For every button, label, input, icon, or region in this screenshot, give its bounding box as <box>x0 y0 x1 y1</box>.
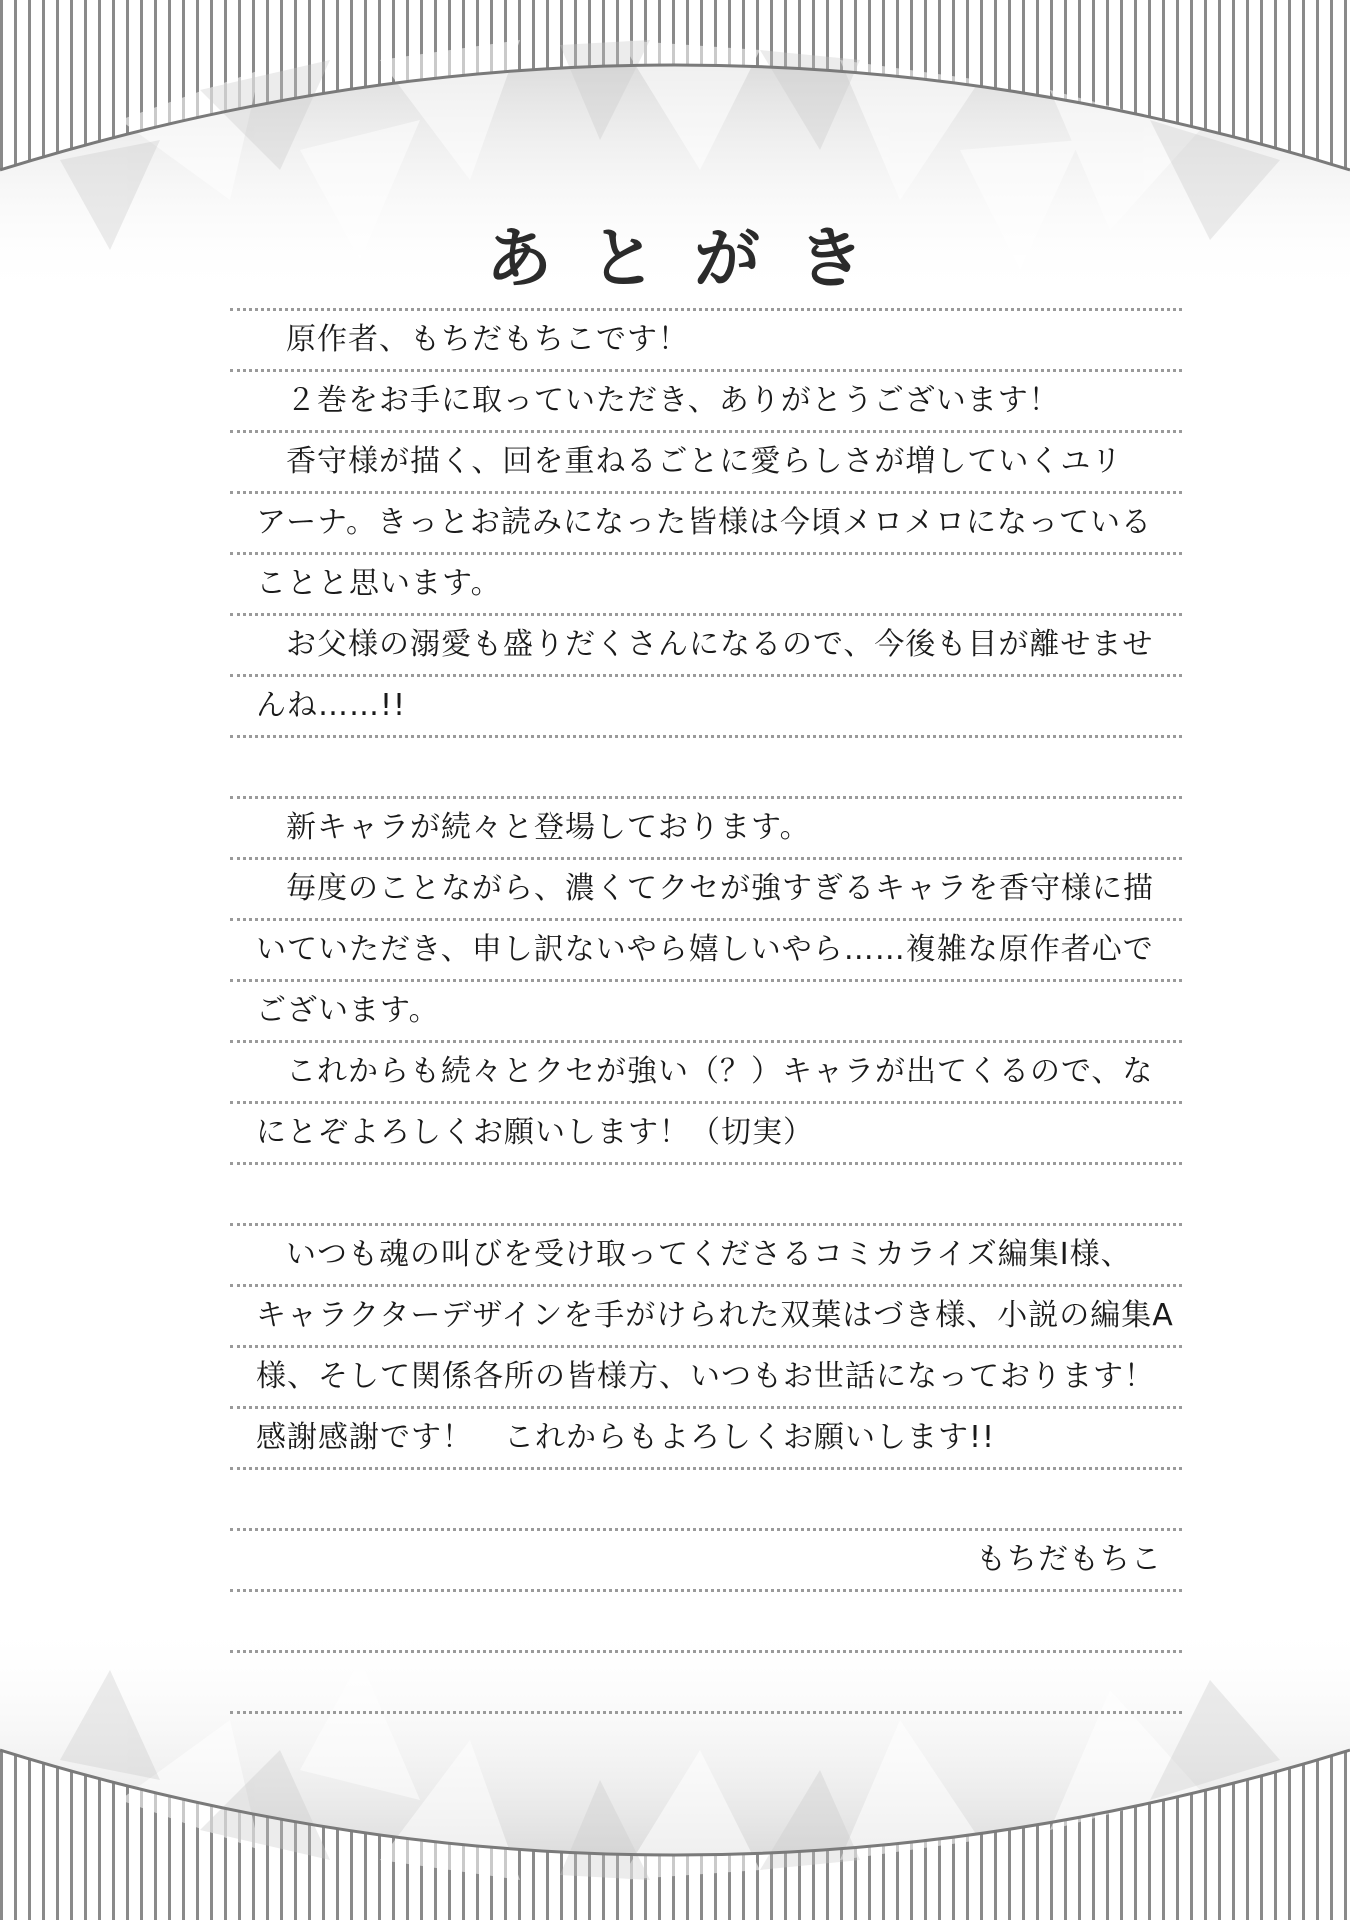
text-line <box>230 1653 1182 1711</box>
text-line: お父様の溺愛も盛りだくさんになるので、今後も目が離せませ <box>286 627 1154 662</box>
text-line: キャラクターデザインを手がけられた双葉はづき様、小説の編集A <box>256 1298 1174 1333</box>
text-line: 新キャラが続々と登場しております。 <box>286 810 811 845</box>
text-line: にとぞよろしくお願いします！（切実） <box>256 1115 814 1150</box>
text-line: 香守様が描く、回を重ねるごとに愛らしさが増していくユリ <box>286 444 1123 479</box>
text-line: 原作者、もちだもちこです！ <box>286 322 689 357</box>
text-line <box>230 1470 1182 1528</box>
text-line: ２巻をお手に取っていただき、ありがとうございます！ <box>286 383 1060 418</box>
text-line: ございます。 <box>256 993 440 1028</box>
text-line: 毎度のことながら、濃くてクセが強すぎるキャラを香守様に描 <box>286 871 1154 906</box>
text-line <box>230 1592 1182 1650</box>
text-line <box>230 1165 1182 1223</box>
author-signature: もちだもちこ <box>976 1542 1162 1577</box>
text-line: ことと思います。 <box>256 566 502 601</box>
afterword-body <box>230 308 1182 1714</box>
text-line: アーナ。きっとお読みになった皆様は今頃メロメロになっている <box>256 505 1152 540</box>
text-line: 感謝感謝です！ これからもよろしくお願いします!! <box>256 1420 996 1455</box>
text-line <box>230 738 1182 796</box>
text-line: いつも魂の叫びを受け取ってくださるコミカライズ編集I様、 <box>286 1237 1132 1272</box>
page-title: あとがき <box>486 220 902 297</box>
dotted-rule <box>230 1711 1182 1714</box>
text-line: んね……!! <box>256 688 407 723</box>
text-line: これからも続々とクセが強い（？）キャラが出てくるので、な <box>286 1054 1154 1089</box>
text-line: 様、そして関係各所の皆様方、いつもお世話になっております！ <box>256 1359 1155 1394</box>
text-line: いていただき、申し訳ないやら嬉しいやら……複雑な原作者心で <box>256 932 1154 967</box>
